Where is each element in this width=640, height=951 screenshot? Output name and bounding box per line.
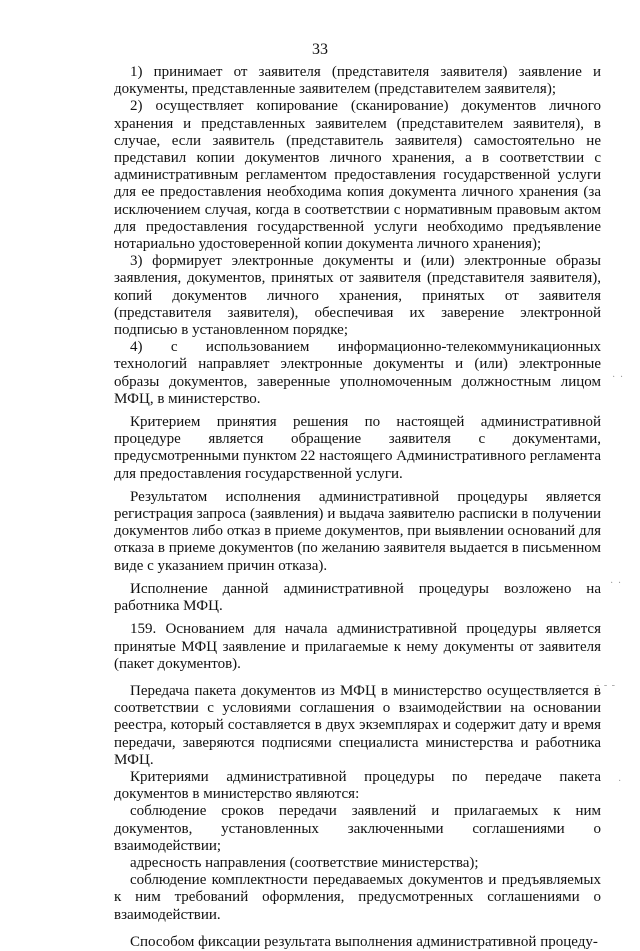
body-text [114, 64, 601, 951]
paragraph-12: адресность направления (соответствие министерства); [130, 854, 479, 871]
page-number: 33 [312, 41, 328, 58]
paragraph-10: Критериями административной процедуры по передаче пакета документов в министерство являются: [114, 768, 601, 803]
paragraph-7: Исполнение данной административной процедуры возложено на работника МФЦ. [114, 580, 601, 615]
paragraph-13: соблюдение комплектности передаваемых документов и предъявляемых к ним требований оформления, предусмотренных соглашениями о взаимодействии. [114, 872, 601, 923]
scan-artifact: - - - [596, 680, 616, 691]
scan-artifact: · [618, 776, 623, 787]
paragraph-14: Способом фиксации результата выполнения административной процеду- [130, 933, 598, 950]
paragraph-4: 4) с использованием информационно-телекоммуникационных технологий направляет электронные документы и (или) электронные образы документов, заверенные уполномоченным должностным лицом МФЦ, в министерство. [114, 339, 601, 407]
paragraph-1: 1) принимает от заявителя (представителя заявителя) заявление и документы, представленные заявителем (представителем заявителя); [114, 64, 601, 98]
paragraph-11: соблюдение сроков передачи заявлений и прилагаемых к ним документов, установленных заключенными соглашениями о взаимодействии; [114, 803, 601, 854]
paragraph-8: 159. Основанием для начала административной процедуры является принятые МФЦ заявление и прилагаемые к нему документы от заявителя (пакет документов). [114, 621, 601, 672]
paragraph-6: Результатом исполнения административной процедуры является регистрация запроса (заявления) и выдача заявителю расписки в получении документов либо отказ в приеме документов, при выявлении оснований для отказа в приеме документов (по желанию заявителя выдается в письменном виде с указанием причин отказа). [114, 488, 601, 574]
scan-artifact: · · [610, 578, 623, 589]
paragraph-3: 3) формирует электронные документы и (или) электронные образы заявления, документов, принятых от заявителя (представителя заявителя), копий документов личного хранения, принятых от заявителя (представителя заявителя), обеспечивая их заверение электронной подписью в установленном порядке; [114, 253, 601, 339]
paragraph-5: Критерием принятия решения по настоящей административной процедуре является обращение заявителя с документами, предусмотренными пунктом 22 настоящего Административного регламента для предоставления государственной услуги. [114, 414, 601, 482]
paragraph-2: 2) осуществляет копирование (сканирование) документов личного хранения и представленных заявителем (представителем заявителя), в случае, если заявитель (представитель заявителя) самостоятельно не представил копии документов личного хранения, а в соответствии с административным регламентом предоставления государственной услуги для ее предоставления необходима копия документа личного хранения (за исключением случая, когда в соответствии с нормативным правовым актом для предоставления государственной услуги необходимо предъявление нотариально удостоверенной копии документа личного хранения); [114, 98, 601, 253]
scan-artifact: · · [612, 372, 625, 383]
paragraph-9: Передача пакета документов из МФЦ в министерство осуществляется в соответствии с условиями соглашения о взаимодействии на основании реестра, который составляется в двух экземплярах и содержит дату и время передачи, заверяются подписями специалиста министерства и работника МФЦ. [114, 682, 601, 768]
